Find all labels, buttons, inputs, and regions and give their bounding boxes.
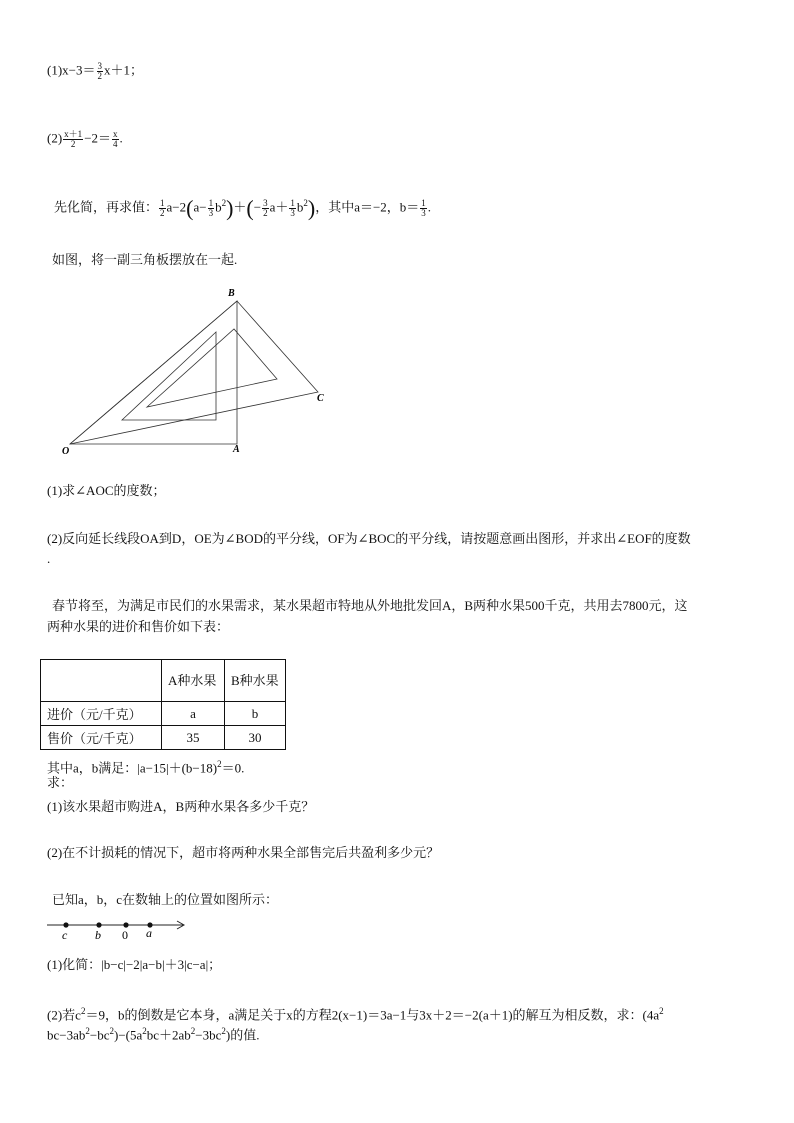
fraction: $\frac{x+1}{2}$ — [64, 129, 83, 149]
table-cell: b — [225, 702, 286, 726]
fruit-condition: 其中a，b满足：$|a-15|+(b-18)^2=0$. — [47, 759, 245, 776]
triangle-part-2: (2)反向延长线段OA到D，OE为∠BOD的平分线，OF为∠BOC的平分线，请按题意画出图形，并求出∠EOF的度数 — [47, 531, 691, 546]
triangle-rulers-figure — [56, 284, 356, 464]
table-cell — [41, 660, 162, 702]
fruit-part-2: (2)在不计损耗的情况下，超市将两种水果全部售完后共盈利多少元？ — [47, 845, 440, 860]
axis-label-b: b — [95, 928, 101, 941]
triangle-part-2-end: . — [47, 551, 51, 566]
fraction: $\frac{1}{3}$ — [290, 197, 295, 218]
fruit-part-1: (1)该水果超市购进A，B两种水果各多少千克？ — [47, 799, 315, 814]
simplify-question: 先化简，再求值： $\frac{1}{2}$ a−2(a− $\frac{1}{3}$ $b^2)+(-$ $\frac{3}{2}$ a＋ $\frac{1}{3}$ $b^2$)，其中a＝−2，b＝ $\frac{1}{3}$ . — [54, 195, 432, 221]
table-cell: A种水果 — [162, 660, 225, 702]
table-cell: B种水果 — [225, 660, 286, 702]
axis-label-c: c — [62, 928, 68, 941]
label-b: B — [228, 288, 235, 299]
label-c: C — [317, 393, 324, 404]
triangle-part-1: (1)求∠AOC的度数； — [47, 483, 166, 498]
table-cell: 35 — [162, 726, 225, 750]
table-cell: 30 — [225, 726, 286, 750]
fruit-intro-1: 春节将至，为满足市民们的水果需求，某水果超市特地从外地批发回A，B两种水果500千克，共用去7800元，这 — [52, 598, 688, 613]
label-a: A — [233, 444, 240, 455]
table-cell: a — [162, 702, 225, 726]
triangle-obc — [70, 301, 318, 444]
equation-1: (1)x−3＝ $\frac{3}{2}$ x＋1； — [47, 61, 144, 81]
table-cell: 进价（元/千克） — [41, 702, 162, 726]
fraction: $\frac{1}{3}$ — [208, 197, 214, 218]
triangle-intro: 如图，将一副三角板摆放在一起. — [52, 252, 238, 267]
triangle-obc-inner — [147, 329, 277, 407]
label-o: O — [62, 446, 70, 457]
number-line-part-2-cont: $bc-3ab^2-bc^2)-(5a^2bc+2ab^2-3bc^2)$的值. — [47, 1026, 260, 1043]
table-row — [41, 660, 286, 702]
table-row — [41, 702, 286, 726]
point-c — [63, 922, 68, 927]
fraction: $\frac{1}{2}$ — [160, 197, 165, 218]
number-line-part-1: (1)化简：|b−c|−2|a−b|＋3|c−a|； — [47, 957, 222, 972]
triangle-oab-inner — [122, 332, 216, 420]
fruit-ask: 求： — [47, 775, 74, 790]
fruit-intro-2: 两种水果的进价和售价如下表： — [47, 619, 230, 634]
axis-label-zero: 0 — [122, 928, 128, 941]
fraction: $\frac{x}{4}$ — [113, 129, 118, 149]
fraction: $\frac{3}{2}$ — [263, 197, 268, 218]
point-b — [96, 922, 101, 927]
fraction: $\frac{3}{2}$ — [97, 61, 102, 81]
fruit-price-table — [40, 659, 286, 750]
number-line-intro: 已知a，b，c在数轴上的位置如图所示： — [52, 892, 279, 907]
equation-2: (2) $\frac{x+1}{2}$ −2＝ $\frac{x}{4}$ . — [47, 129, 123, 149]
fraction: $\frac{1}{3}$ — [421, 197, 426, 218]
axis-label-a: a — [146, 926, 152, 940]
table-row — [41, 726, 286, 750]
table-cell: 售价（元/千克） — [41, 726, 162, 750]
number-line-part-2: (2)若$c^2=9$，b的倒数是它本身，a满足关于x的方程2(x−1)＝3a−1与3x＋2＝−2(a＋1)的解互为相反数，求：($4a^2$ — [47, 1006, 664, 1023]
number-line-figure — [44, 915, 194, 941]
point-zero — [123, 922, 128, 927]
